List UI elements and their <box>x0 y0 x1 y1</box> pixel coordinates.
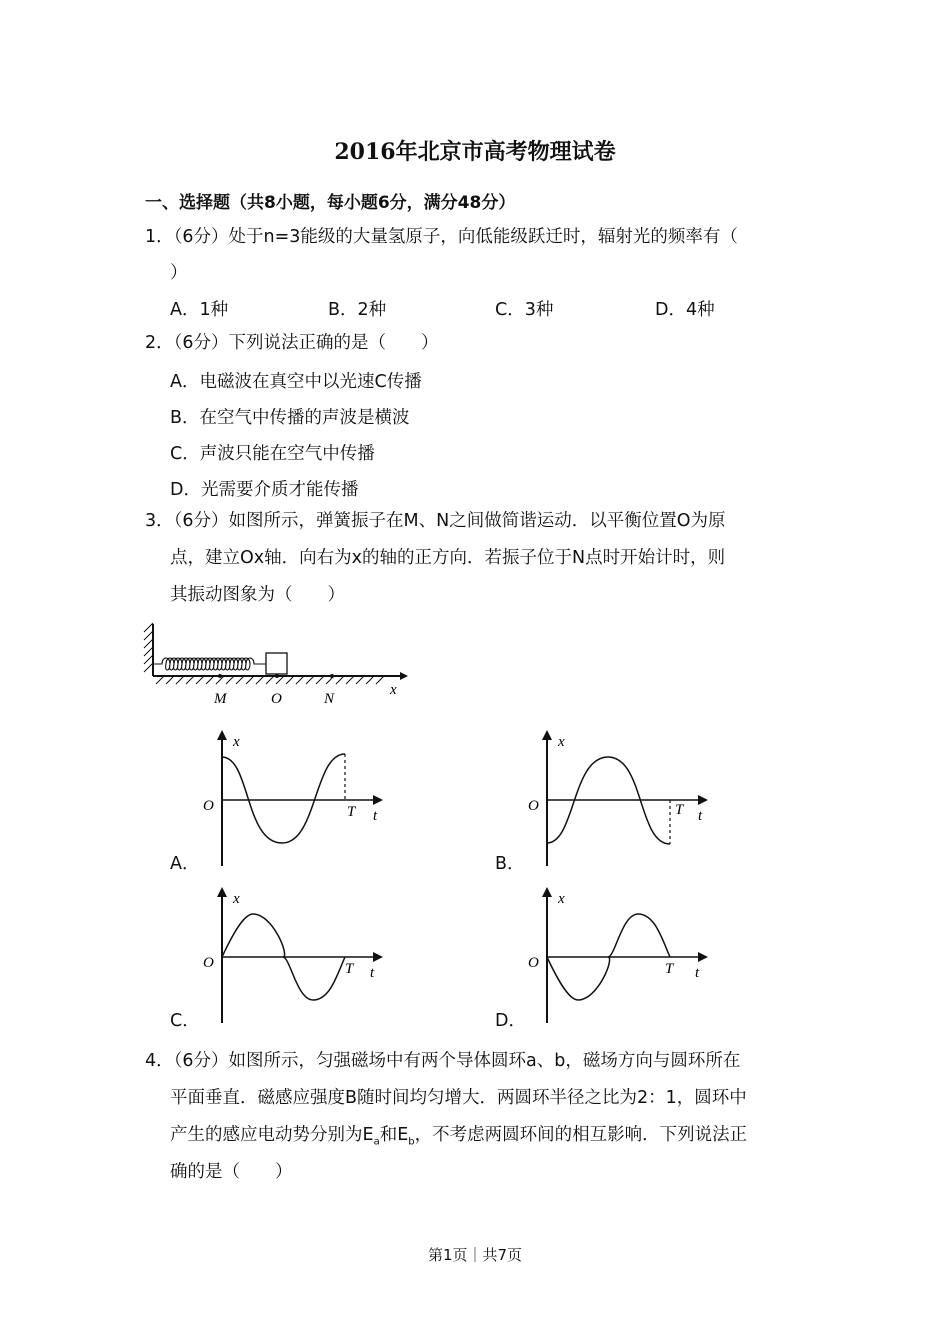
svg-text:T: T <box>665 961 674 977</box>
svg-text:x: x <box>558 891 565 907</box>
question-3-option-c: C． <box>170 1011 200 1031</box>
axis-arrow <box>400 672 408 680</box>
question-1-line1: 1．（6分）处于n=3能级的大量氢原子，向低能级跃迁时，辐射光的频率有（ <box>145 227 738 247</box>
wall-hatching <box>144 623 153 672</box>
question-3-line1: 3．（6分）如图所示，弹簧振子在M、N之间做简谐运动．以平衡位置O为原 <box>145 511 726 531</box>
question-1-line2: ） <box>170 263 188 283</box>
label-x: x <box>390 682 397 698</box>
question-4-line2: 平面垂直．磁感应强度B随时间均匀增大．两圆环半径之比为2：1，圆环中 <box>170 1088 747 1108</box>
svg-text:t: t <box>695 965 700 981</box>
svg-text:t: t <box>370 965 375 981</box>
point-o <box>275 674 279 678</box>
graph-b <box>520 728 720 868</box>
question-3-line2: 点，建立Ox轴．向右为x的轴的正方向．若振子位于N点时开始计时，则 <box>170 548 726 568</box>
svg-text:O: O <box>528 955 539 971</box>
question-4-line4: 确的是（ ） <box>170 1162 293 1182</box>
svg-text:O: O <box>203 955 214 971</box>
svg-text:x: x <box>233 891 240 907</box>
svg-text:T: T <box>347 804 356 820</box>
page-title: 2016年北京市高考物理试卷 <box>334 139 616 165</box>
point-m <box>218 674 222 678</box>
question-3-option-d: D． <box>495 1011 526 1031</box>
section-heading: 一、选择题（共8小题，每小题6分，满分48分） <box>145 193 516 213</box>
floor-hatching <box>156 676 384 684</box>
question-1-option-a: A．1种 <box>170 300 229 320</box>
question-1-option-b: B．2种 <box>328 300 387 320</box>
question-2-option-b: B．在空气中传播的声波是横波 <box>170 408 410 428</box>
svg-text:O: O <box>528 798 539 814</box>
graph-a <box>195 728 395 868</box>
svg-text:t: t <box>698 808 703 824</box>
oscillator-block <box>266 653 287 674</box>
question-4-line3: 产生的感应电动势分别为$E_a$和$E_b$，不考虑两圆环间的相互影响．下列说法正 <box>170 1125 748 1148</box>
svg-text:O: O <box>203 798 214 814</box>
label-o: O <box>271 691 282 707</box>
question-3-line3: 其振动图象为（ ） <box>170 585 345 605</box>
question-1-option-d: D．4种 <box>655 300 715 320</box>
label-n: N <box>324 691 335 707</box>
spring-oscillator-figure <box>140 618 410 710</box>
question-1-option-c: C．3种 <box>495 300 554 320</box>
question-2-option-d: D．光需要介质才能传播 <box>170 480 359 500</box>
question-2-option-c: C．声波只能在空气中传播 <box>170 444 375 464</box>
graph-a-curve <box>222 754 345 843</box>
label-m: M <box>214 691 227 707</box>
point-n <box>330 674 334 678</box>
page-footer: 第1页｜共7页 <box>427 1246 523 1264</box>
svg-text:t: t <box>373 808 378 824</box>
svg-text:T: T <box>675 802 684 818</box>
question-3-option-b: B． <box>495 854 525 874</box>
graph-d <box>520 885 720 1025</box>
spring-coil <box>153 658 266 670</box>
svg-text:x: x <box>233 734 240 750</box>
graph-c <box>195 885 395 1025</box>
question-2-option-a: A．电磁波在真空中以光速C传播 <box>170 372 422 392</box>
question-3-option-a: A． <box>170 854 200 874</box>
svg-text:x: x <box>558 734 565 750</box>
svg-text:T: T <box>345 961 354 977</box>
question-4-line1: 4．（6分）如图所示，匀强磁场中有两个导体圆环a、b，磁场方向与圆环所在 <box>145 1051 741 1071</box>
question-2-stem: 2．（6分）下列说法正确的是（ ） <box>145 333 439 353</box>
